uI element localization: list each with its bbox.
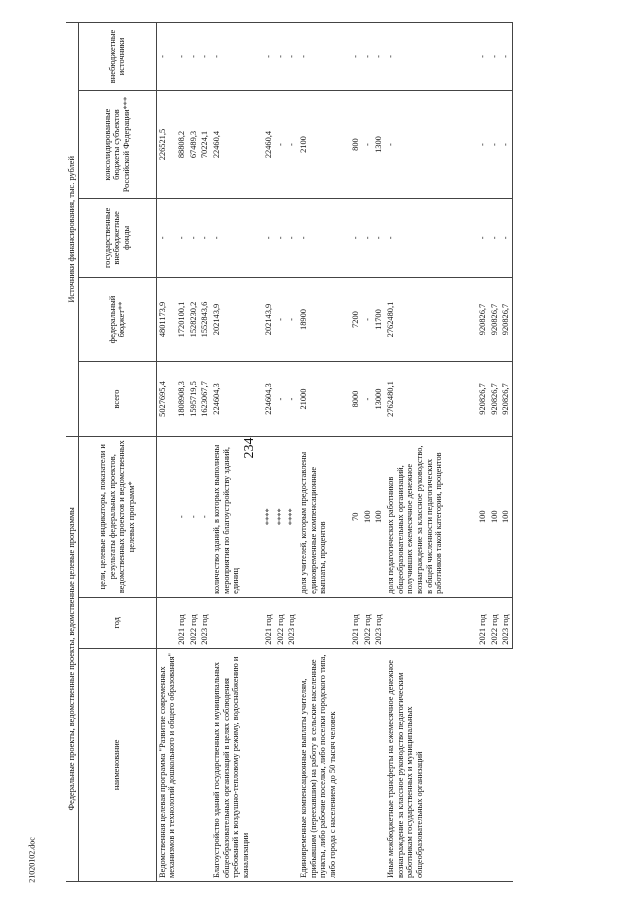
cell-year: 2021 год xyxy=(176,597,188,648)
cell-offbudget-funds: - xyxy=(156,199,176,277)
cell-federal: 1552843,6 xyxy=(199,277,211,362)
cell-year xyxy=(156,597,176,648)
indicator-description: доля педагогических работников общеобразовательных организаций, получивших ежемесячное денежное вознаграждение за классное руководство, в общей численности педагогических работников такой категории, процентов xyxy=(385,436,477,597)
header-total: всего xyxy=(78,362,156,436)
cell-offbudget-funds: - xyxy=(211,199,263,277)
cell-other: - xyxy=(199,23,211,91)
financing-table xyxy=(66,22,513,882)
cell-indicator-value: - xyxy=(199,436,211,597)
cell-federal: 202143,9 xyxy=(211,277,263,362)
cell-indicator-value: 70 xyxy=(350,436,362,597)
cell-other: - xyxy=(286,23,298,91)
cell-total: - xyxy=(362,362,374,436)
cell-indicator-value: **** xyxy=(263,436,275,597)
cell-other: - xyxy=(298,23,350,91)
cell-total: 5027695,4 xyxy=(156,362,176,436)
cell-total: 1595719,5 xyxy=(188,362,200,436)
header-group-sources: Источники финансирования, тыс. рублей xyxy=(66,23,78,437)
cell-year: 2023 год xyxy=(199,597,211,648)
cell-regional: - xyxy=(362,90,374,198)
cell-indicator-value: 100 xyxy=(477,436,489,597)
cell-other: - xyxy=(489,23,501,91)
cell-offbudget-funds: - xyxy=(373,199,385,277)
document-code: 21020102.doc xyxy=(27,837,37,883)
indicator-description: количество зданий, в которых выполнены мероприятия по благоустройству зданий, единиц xyxy=(211,436,263,597)
cell-other: - xyxy=(350,23,362,91)
cell-federal: 4801173,9 xyxy=(156,277,176,362)
cell-year xyxy=(211,597,263,648)
cell-year: 2023 год xyxy=(286,597,298,648)
cell-total: 920826,7 xyxy=(489,362,501,436)
cell-total: 920826,7 xyxy=(477,362,489,436)
cell-indicator-value: - xyxy=(176,436,188,597)
cell-year: 2021 год xyxy=(477,597,489,648)
cell-year xyxy=(385,597,477,648)
cell-total: 1808908,3 xyxy=(176,362,188,436)
cell-year: 2022 год xyxy=(275,597,287,648)
cell-other: - xyxy=(500,23,512,91)
rotated-page-content xyxy=(66,22,631,882)
cell-total: 2762480,1 xyxy=(385,362,477,436)
cell-offbudget-funds: - xyxy=(350,199,362,277)
cell-federal: 1528230,2 xyxy=(188,277,200,362)
cell-total: 1623067,7 xyxy=(199,362,211,436)
section-name: Ведомственная целевая программа "Развитие современных механизмов и технологий дошкольного и общего образования" xyxy=(156,648,211,881)
cell-federal: - xyxy=(286,277,298,362)
cell-federal: 920826,7 xyxy=(500,277,512,362)
cell-indicator-value: 100 xyxy=(362,436,374,597)
cell-offbudget-funds: - xyxy=(489,199,501,277)
cell-total: - xyxy=(275,362,287,436)
cell-offbudget-funds: - xyxy=(362,199,374,277)
cell-total: 224604,3 xyxy=(211,362,263,436)
cell-federal: 11700 xyxy=(373,277,385,362)
cell-other: - xyxy=(211,23,263,91)
cell-year: 2023 год xyxy=(373,597,385,648)
cell-total: 13000 xyxy=(373,362,385,436)
cell-total: 21000 xyxy=(298,362,350,436)
cell-other: - xyxy=(362,23,374,91)
cell-federal: 18900 xyxy=(298,277,350,362)
cell-other: - xyxy=(385,23,477,91)
table-header xyxy=(66,23,156,882)
table-row xyxy=(298,23,350,882)
cell-other: - xyxy=(275,23,287,91)
cell-year: 2022 год xyxy=(188,597,200,648)
header-group-projects: Федеральные проекты, ведомственные проекты, ведомственные целевые программы xyxy=(66,436,78,881)
cell-federal: 1720100,1 xyxy=(176,277,188,362)
header-other: внебюджетные источники xyxy=(78,23,156,91)
cell-year: 2021 год xyxy=(350,597,362,648)
cell-other: - xyxy=(477,23,489,91)
cell-regional: - xyxy=(477,90,489,198)
cell-offbudget-funds: - xyxy=(286,199,298,277)
cell-regional: 70224,1 xyxy=(199,90,211,198)
cell-year: 2021 год xyxy=(263,597,275,648)
cell-indicator-value: - xyxy=(188,436,200,597)
table-row xyxy=(385,23,477,882)
cell-offbudget-funds: - xyxy=(298,199,350,277)
cell-federal: 2762480,1 xyxy=(385,277,477,362)
header-federal: федеральный бюджет** xyxy=(78,277,156,362)
indicator-description: доля учителей, которым предоставлены единовременные компенсационные выплаты, процентов xyxy=(298,436,350,597)
cell-regional: 22460,4 xyxy=(263,90,275,198)
cell-offbudget-funds: - xyxy=(385,199,477,277)
section-name: Единовременные компенсационные выплаты учителям, прибывшим (переехавшим) на работу в сельские населенные пункты, либо рабочие поселки, либо поселки городского типа, либо города с населением до 50 тысяч человек xyxy=(298,648,385,881)
cell-federal: 7200 xyxy=(350,277,362,362)
cell-total: 8000 xyxy=(350,362,362,436)
cell-other: - xyxy=(263,23,275,91)
cell-federal: - xyxy=(362,277,374,362)
header-indicators: цели, целевые индикаторы, показатели и результаты федеральных проектов, ведомственных проектов и ведомственных целевых программ* xyxy=(78,436,156,597)
cell-regional: - xyxy=(385,90,477,198)
cell-offbudget-funds: - xyxy=(176,199,188,277)
header-regional: консолидированные бюджеты субъектов Российской Федерации*** xyxy=(78,90,156,198)
table-row xyxy=(156,23,176,882)
cell-regional: - xyxy=(500,90,512,198)
cell-federal: 920826,7 xyxy=(489,277,501,362)
cell-year xyxy=(298,597,350,648)
cell-regional: 2100 xyxy=(298,90,350,198)
cell-total: 920826,7 xyxy=(500,362,512,436)
indicator-description xyxy=(156,436,176,597)
cell-total: 224604,3 xyxy=(263,362,275,436)
cell-indicator-value: 100 xyxy=(489,436,501,597)
cell-regional: - xyxy=(275,90,287,198)
cell-offbudget-funds: - xyxy=(199,199,211,277)
table-body xyxy=(156,23,512,882)
header-name: наименование xyxy=(78,648,156,881)
header-offbudget-funds: государственные внебюджетные фонды xyxy=(78,199,156,277)
cell-offbudget-funds: - xyxy=(188,199,200,277)
cell-year: 2023 год xyxy=(500,597,512,648)
section-name: Благоустройство зданий государственных и муниципальных общеобразовательных организаций в целях соблюдения требований к воздушно-тепловому режиму, водоснабжению и канализации xyxy=(211,648,298,881)
cell-regional: 22460,4 xyxy=(211,90,263,198)
cell-regional: 800 xyxy=(350,90,362,198)
page-number: 234 xyxy=(242,437,257,459)
cell-regional: 226521,5 xyxy=(156,90,176,198)
cell-indicator-value: 100 xyxy=(500,436,512,597)
cell-year: 2022 год xyxy=(489,597,501,648)
cell-regional: 88808,2 xyxy=(176,90,188,198)
cell-offbudget-funds: - xyxy=(477,199,489,277)
cell-year: 2022 год xyxy=(362,597,374,648)
cell-other: - xyxy=(188,23,200,91)
cell-federal: 920826,7 xyxy=(477,277,489,362)
cell-other: - xyxy=(373,23,385,91)
table-row xyxy=(211,23,263,882)
cell-other: - xyxy=(176,23,188,91)
cell-indicator-value: **** xyxy=(286,436,298,597)
cell-offbudget-funds: - xyxy=(500,199,512,277)
cell-federal: - xyxy=(275,277,287,362)
cell-regional: 67489,3 xyxy=(188,90,200,198)
cell-offbudget-funds: - xyxy=(263,199,275,277)
cell-regional: - xyxy=(489,90,501,198)
cell-indicator-value: **** xyxy=(275,436,287,597)
cell-other: - xyxy=(156,23,176,91)
header-year: год xyxy=(78,597,156,648)
cell-regional: 1300 xyxy=(373,90,385,198)
cell-regional: - xyxy=(286,90,298,198)
cell-total: - xyxy=(286,362,298,436)
section-name: Иные межбюджетные трансферты на ежемесячное денежное вознаграждение за классное руководство педагогическим работникам государственных и муниципальных общеобразовательных организаций xyxy=(385,648,512,881)
cell-federal: 202143,9 xyxy=(263,277,275,362)
cell-indicator-value: 100 xyxy=(373,436,385,597)
cell-offbudget-funds: - xyxy=(275,199,287,277)
